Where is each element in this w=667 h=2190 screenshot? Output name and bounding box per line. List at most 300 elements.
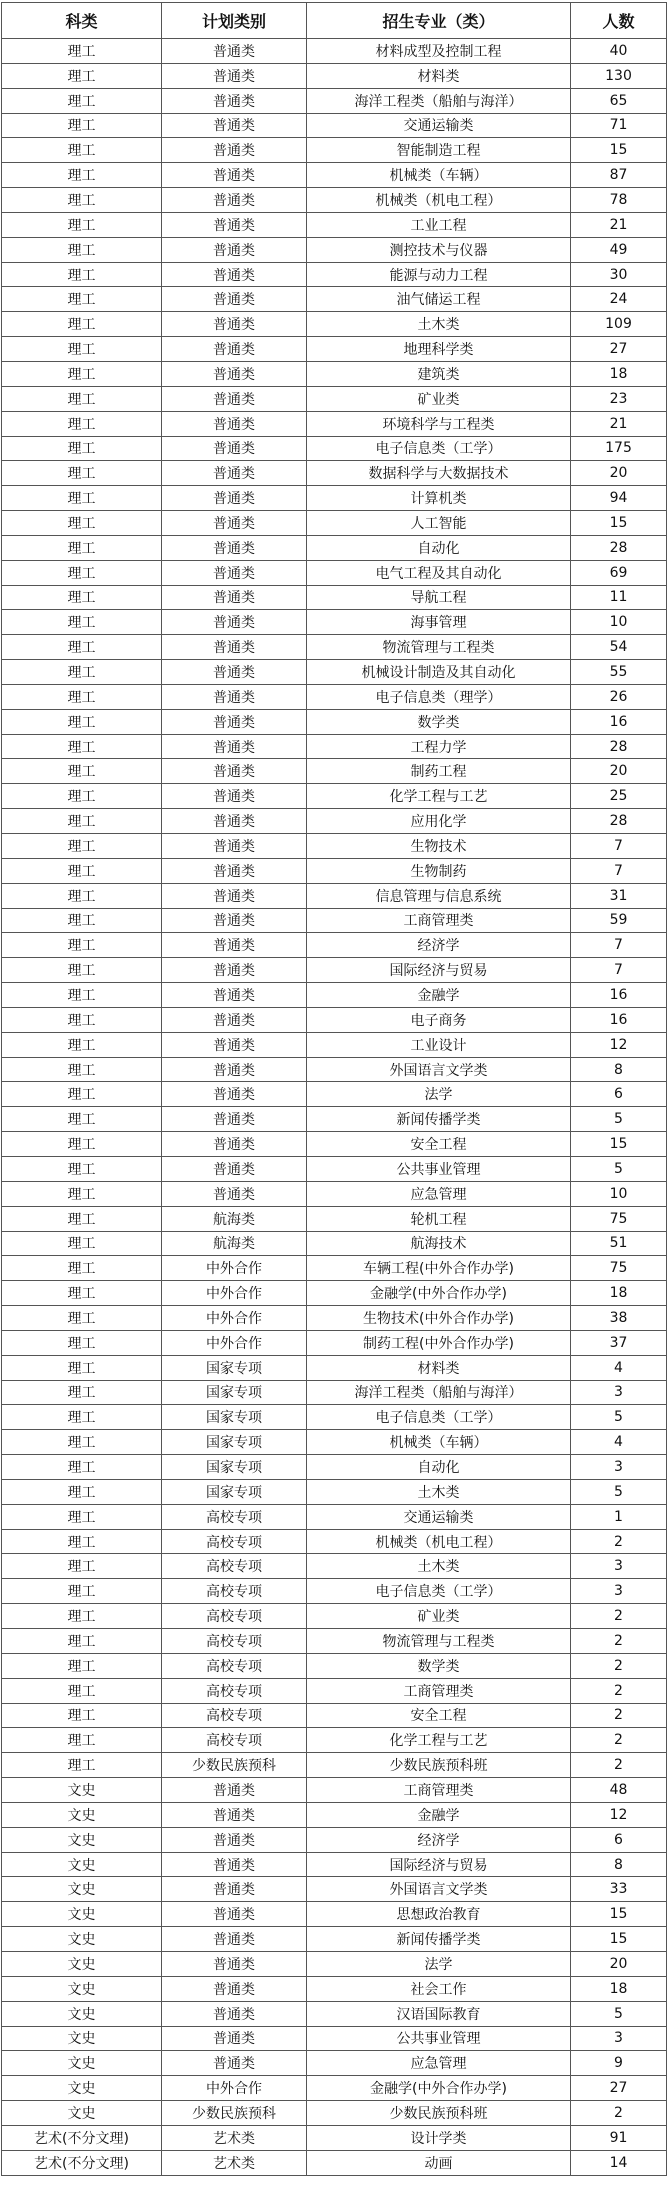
cell-major: 外国语言文学类 — [307, 1057, 571, 1082]
cell-major: 金融学(中外合作办学) — [307, 2076, 571, 2101]
cell-plan-type: 普通类 — [162, 1976, 307, 2001]
cell-plan-type: 高校专项 — [162, 1554, 307, 1579]
cell-major: 工程力学 — [307, 734, 571, 759]
table-row — [2, 1281, 667, 1306]
table-row — [2, 1455, 667, 1480]
cell-count: 69 — [571, 560, 667, 585]
cell-plan-type: 普通类 — [162, 361, 307, 386]
table-row — [2, 784, 667, 809]
cell-count: 27 — [571, 337, 667, 362]
cell-plan-type: 普通类 — [162, 1082, 307, 1107]
cell-subject-category: 理工 — [2, 386, 162, 411]
table-row — [2, 2001, 667, 2026]
cell-major: 机械类（车辆） — [307, 1430, 571, 1455]
table-header — [2, 3, 667, 39]
table-row — [2, 411, 667, 436]
table-row — [2, 1604, 667, 1629]
cell-plan-type: 普通类 — [162, 759, 307, 784]
cell-plan-type: 普通类 — [162, 386, 307, 411]
table-row — [2, 312, 667, 337]
cell-major: 数学类 — [307, 1653, 571, 1678]
table-row — [2, 237, 667, 262]
cell-subject-category: 理工 — [2, 809, 162, 834]
cell-subject-category: 理工 — [2, 361, 162, 386]
cell-plan-type: 普通类 — [162, 1107, 307, 1132]
table-row — [2, 2150, 667, 2175]
cell-major: 金融学 — [307, 1802, 571, 1827]
cell-plan-type: 中外合作 — [162, 1330, 307, 1355]
cell-major: 土木类 — [307, 1554, 571, 1579]
cell-subject-category: 理工 — [2, 1579, 162, 1604]
cell-subject-category: 理工 — [2, 1281, 162, 1306]
table-row — [2, 88, 667, 113]
cell-count: 3 — [571, 1554, 667, 1579]
cell-major: 少数民族预科班 — [307, 2101, 571, 2126]
cell-subject-category: 理工 — [2, 411, 162, 436]
cell-major: 计算机类 — [307, 486, 571, 511]
table-row — [2, 39, 667, 64]
table-row — [2, 734, 667, 759]
cell-count: 175 — [571, 436, 667, 461]
table-row — [2, 1007, 667, 1032]
table-row — [2, 1479, 667, 1504]
cell-count: 18 — [571, 361, 667, 386]
cell-major: 化学工程与工艺 — [307, 784, 571, 809]
cell-count: 78 — [571, 188, 667, 213]
cell-count: 49 — [571, 237, 667, 262]
cell-plan-type: 高校专项 — [162, 1529, 307, 1554]
cell-major: 电子信息类（工学） — [307, 1579, 571, 1604]
cell-count: 2 — [571, 1678, 667, 1703]
cell-plan-type: 普通类 — [162, 113, 307, 138]
cell-count: 55 — [571, 660, 667, 685]
table-row — [2, 1504, 667, 1529]
cell-count: 3 — [571, 1455, 667, 1480]
cell-count: 30 — [571, 262, 667, 287]
cell-major: 电气工程及其自动化 — [307, 560, 571, 585]
cell-subject-category: 理工 — [2, 834, 162, 859]
cell-count: 7 — [571, 834, 667, 859]
cell-major: 制药工程(中外合作办学) — [307, 1330, 571, 1355]
table-row — [2, 1902, 667, 1927]
cell-subject-category: 文史 — [2, 1927, 162, 1952]
cell-subject-category: 理工 — [2, 784, 162, 809]
cell-subject-category: 理工 — [2, 1355, 162, 1380]
cell-subject-category: 理工 — [2, 287, 162, 312]
cell-major: 金融学(中外合作办学) — [307, 1281, 571, 1306]
table-row — [2, 1231, 667, 1256]
table-row — [2, 2101, 667, 2126]
table-row — [2, 1852, 667, 1877]
cell-subject-category: 文史 — [2, 1951, 162, 1976]
cell-count: 130 — [571, 63, 667, 88]
table-row — [2, 1107, 667, 1132]
table-row — [2, 1355, 667, 1380]
cell-subject-category: 理工 — [2, 1032, 162, 1057]
cell-plan-type: 普通类 — [162, 1852, 307, 1877]
header-major: 招生专业（类） — [307, 3, 571, 39]
cell-major: 机械设计制造及其自动化 — [307, 660, 571, 685]
cell-count: 28 — [571, 734, 667, 759]
cell-subject-category: 文史 — [2, 2101, 162, 2126]
cell-count: 25 — [571, 784, 667, 809]
cell-major: 材料成型及控制工程 — [307, 39, 571, 64]
cell-major: 海事管理 — [307, 610, 571, 635]
table-row — [2, 883, 667, 908]
cell-subject-category: 艺术(不分文理) — [2, 2150, 162, 2175]
cell-subject-category: 理工 — [2, 1132, 162, 1157]
cell-major: 电子信息类（工学） — [307, 1405, 571, 1430]
cell-major: 思想政治教育 — [307, 1902, 571, 1927]
cell-subject-category: 文史 — [2, 2026, 162, 2051]
cell-major: 矿业类 — [307, 1604, 571, 1629]
cell-plan-type: 国家专项 — [162, 1380, 307, 1405]
cell-subject-category: 理工 — [2, 1529, 162, 1554]
table-row — [2, 1579, 667, 1604]
cell-plan-type: 中外合作 — [162, 1281, 307, 1306]
cell-major: 物流管理与工程类 — [307, 635, 571, 660]
cell-count: 38 — [571, 1306, 667, 1331]
table-row — [2, 461, 667, 486]
cell-major: 工商管理类 — [307, 1778, 571, 1803]
header-count: 人数 — [571, 3, 667, 39]
cell-count: 14 — [571, 2150, 667, 2175]
cell-plan-type: 普通类 — [162, 585, 307, 610]
cell-plan-type: 国家专项 — [162, 1355, 307, 1380]
header-plan-type: 计划类别 — [162, 3, 307, 39]
cell-subject-category: 理工 — [2, 63, 162, 88]
table-row — [2, 138, 667, 163]
table-row — [2, 188, 667, 213]
table-row — [2, 63, 667, 88]
cell-count: 10 — [571, 1181, 667, 1206]
cell-count: 18 — [571, 1976, 667, 2001]
cell-plan-type: 普通类 — [162, 436, 307, 461]
cell-count: 20 — [571, 461, 667, 486]
cell-plan-type: 高校专项 — [162, 1629, 307, 1654]
cell-major: 少数民族预科班 — [307, 1753, 571, 1778]
cell-major: 物流管理与工程类 — [307, 1629, 571, 1654]
cell-major: 生物技术(中外合作办学) — [307, 1306, 571, 1331]
cell-plan-type: 普通类 — [162, 163, 307, 188]
cell-major: 海洋工程类（船舶与海洋） — [307, 1380, 571, 1405]
cell-count: 15 — [571, 1902, 667, 1927]
cell-major: 工商管理类 — [307, 908, 571, 933]
cell-count: 9 — [571, 2051, 667, 2076]
cell-subject-category: 理工 — [2, 1653, 162, 1678]
cell-major: 数学类 — [307, 709, 571, 734]
cell-subject-category: 理工 — [2, 237, 162, 262]
cell-major: 经济学 — [307, 933, 571, 958]
table-row — [2, 958, 667, 983]
cell-plan-type: 普通类 — [162, 312, 307, 337]
cell-count: 2 — [571, 1728, 667, 1753]
cell-major: 动画 — [307, 2150, 571, 2175]
cell-major: 法学 — [307, 1082, 571, 1107]
cell-major: 数据科学与大数据技术 — [307, 461, 571, 486]
table-row — [2, 287, 667, 312]
cell-major: 机械类（机电工程） — [307, 1529, 571, 1554]
cell-subject-category: 理工 — [2, 635, 162, 660]
cell-plan-type: 普通类 — [162, 933, 307, 958]
cell-major: 新闻传播学类 — [307, 1927, 571, 1952]
cell-plan-type: 普通类 — [162, 212, 307, 237]
enrollment-plan-table — [1, 2, 667, 2176]
cell-count: 40 — [571, 39, 667, 64]
cell-subject-category: 理工 — [2, 908, 162, 933]
cell-plan-type: 普通类 — [162, 262, 307, 287]
table-row — [2, 709, 667, 734]
cell-plan-type: 普通类 — [162, 660, 307, 685]
cell-subject-category: 理工 — [2, 1007, 162, 1032]
cell-count: 7 — [571, 933, 667, 958]
cell-subject-category: 理工 — [2, 1504, 162, 1529]
cell-plan-type: 普通类 — [162, 1132, 307, 1157]
table-row — [2, 212, 667, 237]
cell-count: 7 — [571, 958, 667, 983]
cell-major: 车辆工程(中外合作办学) — [307, 1256, 571, 1281]
cell-plan-type: 普通类 — [162, 610, 307, 635]
cell-plan-type: 航海类 — [162, 1206, 307, 1231]
cell-major: 工业设计 — [307, 1032, 571, 1057]
cell-subject-category: 理工 — [2, 1604, 162, 1629]
table-row — [2, 1132, 667, 1157]
table-row — [2, 759, 667, 784]
cell-count: 28 — [571, 535, 667, 560]
table-row — [2, 834, 667, 859]
cell-major: 应用化学 — [307, 809, 571, 834]
cell-subject-category: 理工 — [2, 858, 162, 883]
cell-major: 电子商务 — [307, 1007, 571, 1032]
cell-major: 公共事业管理 — [307, 1156, 571, 1181]
cell-subject-category: 文史 — [2, 2001, 162, 2026]
cell-subject-category: 理工 — [2, 983, 162, 1008]
cell-plan-type: 普通类 — [162, 858, 307, 883]
cell-major: 自动化 — [307, 535, 571, 560]
cell-plan-type: 中外合作 — [162, 1256, 307, 1281]
cell-major: 土木类 — [307, 312, 571, 337]
cell-subject-category: 理工 — [2, 883, 162, 908]
cell-subject-category: 理工 — [2, 709, 162, 734]
table-row — [2, 511, 667, 536]
table-row — [2, 560, 667, 585]
cell-major: 公共事业管理 — [307, 2026, 571, 2051]
cell-count: 16 — [571, 1007, 667, 1032]
cell-count: 2 — [571, 1604, 667, 1629]
cell-count: 75 — [571, 1256, 667, 1281]
cell-subject-category: 理工 — [2, 1728, 162, 1753]
cell-count: 6 — [571, 1827, 667, 1852]
cell-count: 5 — [571, 1479, 667, 1504]
cell-count: 3 — [571, 1579, 667, 1604]
cell-major: 轮机工程 — [307, 1206, 571, 1231]
cell-plan-type: 普通类 — [162, 39, 307, 64]
cell-major: 机械类（机电工程） — [307, 188, 571, 213]
cell-count: 26 — [571, 684, 667, 709]
cell-major: 建筑类 — [307, 361, 571, 386]
cell-count: 2 — [571, 1703, 667, 1728]
cell-subject-category: 理工 — [2, 163, 162, 188]
cell-major: 国际经济与贸易 — [307, 958, 571, 983]
cell-plan-type: 普通类 — [162, 411, 307, 436]
cell-plan-type: 少数民族预科 — [162, 1753, 307, 1778]
cell-major: 汉语国际教育 — [307, 2001, 571, 2026]
cell-count: 20 — [571, 1951, 667, 1976]
cell-count: 11 — [571, 585, 667, 610]
cell-plan-type: 普通类 — [162, 535, 307, 560]
cell-plan-type: 高校专项 — [162, 1504, 307, 1529]
cell-major: 能源与动力工程 — [307, 262, 571, 287]
table-row — [2, 1405, 667, 1430]
cell-count: 33 — [571, 1877, 667, 1902]
cell-subject-category: 理工 — [2, 1181, 162, 1206]
cell-subject-category: 理工 — [2, 684, 162, 709]
cell-plan-type: 普通类 — [162, 138, 307, 163]
cell-major: 油气储运工程 — [307, 287, 571, 312]
cell-subject-category: 理工 — [2, 88, 162, 113]
cell-major: 信息管理与信息系统 — [307, 883, 571, 908]
cell-subject-category: 理工 — [2, 759, 162, 784]
cell-subject-category: 理工 — [2, 39, 162, 64]
cell-subject-category: 理工 — [2, 486, 162, 511]
table-row — [2, 1927, 667, 1952]
table-row — [2, 1976, 667, 2001]
table-row — [2, 113, 667, 138]
cell-count: 54 — [571, 635, 667, 660]
cell-subject-category: 理工 — [2, 1629, 162, 1654]
cell-plan-type: 普通类 — [162, 1951, 307, 1976]
table-row — [2, 1629, 667, 1654]
cell-count: 15 — [571, 1132, 667, 1157]
table-row — [2, 1827, 667, 1852]
cell-count: 8 — [571, 1852, 667, 1877]
cell-major: 生物制药 — [307, 858, 571, 883]
table-row — [2, 262, 667, 287]
table-row — [2, 983, 667, 1008]
cell-plan-type: 普通类 — [162, 1007, 307, 1032]
cell-count: 3 — [571, 1380, 667, 1405]
cell-subject-category: 理工 — [2, 1678, 162, 1703]
cell-major: 测控技术与仪器 — [307, 237, 571, 262]
cell-major: 智能制造工程 — [307, 138, 571, 163]
cell-count: 65 — [571, 88, 667, 113]
cell-subject-category: 理工 — [2, 610, 162, 635]
cell-plan-type: 普通类 — [162, 1927, 307, 1952]
cell-plan-type: 普通类 — [162, 560, 307, 585]
cell-subject-category: 理工 — [2, 188, 162, 213]
cell-subject-category: 理工 — [2, 511, 162, 536]
cell-major: 应急管理 — [307, 1181, 571, 1206]
table-row — [2, 1703, 667, 1728]
cell-major: 新闻传播学类 — [307, 1107, 571, 1132]
cell-subject-category: 理工 — [2, 660, 162, 685]
cell-major: 人工智能 — [307, 511, 571, 536]
cell-subject-category: 文史 — [2, 1877, 162, 1902]
cell-subject-category: 理工 — [2, 212, 162, 237]
table-row — [2, 1951, 667, 1976]
table-row — [2, 660, 667, 685]
cell-plan-type: 普通类 — [162, 709, 307, 734]
table-row — [2, 1206, 667, 1231]
cell-plan-type: 普通类 — [162, 684, 307, 709]
cell-plan-type: 普通类 — [162, 2001, 307, 2026]
cell-count: 16 — [571, 709, 667, 734]
cell-subject-category: 理工 — [2, 113, 162, 138]
cell-plan-type: 普通类 — [162, 1827, 307, 1852]
table-row — [2, 2026, 667, 2051]
table-row — [2, 1306, 667, 1331]
table-row — [2, 858, 667, 883]
cell-plan-type: 国家专项 — [162, 1455, 307, 1480]
cell-subject-category: 理工 — [2, 1156, 162, 1181]
table-row — [2, 684, 667, 709]
cell-subject-category: 理工 — [2, 1479, 162, 1504]
cell-plan-type: 普通类 — [162, 461, 307, 486]
cell-major: 经济学 — [307, 1827, 571, 1852]
cell-major: 外国语言文学类 — [307, 1877, 571, 1902]
cell-plan-type: 国家专项 — [162, 1479, 307, 1504]
cell-count: 87 — [571, 163, 667, 188]
cell-subject-category: 理工 — [2, 560, 162, 585]
cell-count: 27 — [571, 2076, 667, 2101]
cell-count: 8 — [571, 1057, 667, 1082]
cell-count: 15 — [571, 1927, 667, 1952]
cell-count: 31 — [571, 883, 667, 908]
cell-subject-category: 文史 — [2, 1902, 162, 1927]
cell-major: 法学 — [307, 1951, 571, 1976]
cell-count: 10 — [571, 610, 667, 635]
cell-plan-type: 普通类 — [162, 784, 307, 809]
table-row — [2, 1181, 667, 1206]
cell-plan-type: 艺术类 — [162, 2150, 307, 2175]
table-row — [2, 1728, 667, 1753]
cell-count: 21 — [571, 212, 667, 237]
cell-count: 75 — [571, 1206, 667, 1231]
cell-count: 109 — [571, 312, 667, 337]
cell-plan-type: 艺术类 — [162, 2125, 307, 2150]
cell-count: 3 — [571, 2026, 667, 2051]
table-row — [2, 361, 667, 386]
cell-subject-category: 理工 — [2, 436, 162, 461]
cell-count: 5 — [571, 1405, 667, 1430]
cell-count: 12 — [571, 1032, 667, 1057]
cell-subject-category: 理工 — [2, 1380, 162, 1405]
cell-major: 自动化 — [307, 1455, 571, 1480]
cell-subject-category: 理工 — [2, 337, 162, 362]
cell-major: 设计学类 — [307, 2125, 571, 2150]
cell-subject-category: 文史 — [2, 1778, 162, 1803]
cell-count: 5 — [571, 1107, 667, 1132]
cell-plan-type: 中外合作 — [162, 1306, 307, 1331]
cell-count: 5 — [571, 1156, 667, 1181]
cell-plan-type: 普通类 — [162, 908, 307, 933]
table-row — [2, 535, 667, 560]
table-row — [2, 1057, 667, 1082]
cell-subject-category: 理工 — [2, 461, 162, 486]
cell-major: 材料类 — [307, 1355, 571, 1380]
cell-subject-category: 理工 — [2, 138, 162, 163]
cell-plan-type: 普通类 — [162, 734, 307, 759]
table-row — [2, 1802, 667, 1827]
table-row — [2, 1032, 667, 1057]
table-row — [2, 809, 667, 834]
cell-major: 电子信息类（工学） — [307, 436, 571, 461]
cell-subject-category: 理工 — [2, 933, 162, 958]
table-row — [2, 2125, 667, 2150]
table-row — [2, 1554, 667, 1579]
table-row — [2, 585, 667, 610]
cell-count: 15 — [571, 511, 667, 536]
